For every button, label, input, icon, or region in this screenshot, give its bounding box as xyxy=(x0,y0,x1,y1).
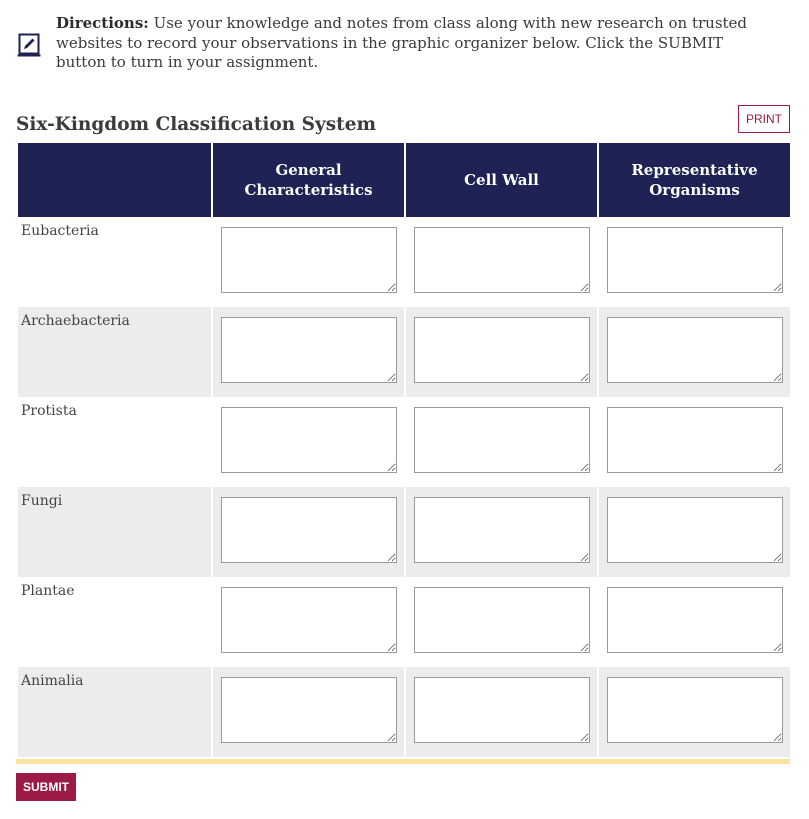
header-representative-organisms: Representative Organisms xyxy=(599,143,790,217)
protista-cell-wall-input[interactable] xyxy=(414,407,590,473)
fungi-cell-wall-input[interactable] xyxy=(414,497,590,563)
pencil-note-icon xyxy=(16,31,42,57)
archaebacteria-organisms-input[interactable] xyxy=(607,317,783,383)
row-protista xyxy=(18,397,790,487)
header-general-characteristics: General Characteristics xyxy=(213,143,404,217)
protista-organisms-input[interactable] xyxy=(607,407,783,473)
directions xyxy=(16,14,796,73)
fungi-characteristics-input[interactable] xyxy=(221,497,397,563)
directions-label: Directions: xyxy=(56,14,149,32)
kingdom-label: Protista xyxy=(21,403,77,419)
eubacteria-cell-wall-input[interactable] xyxy=(414,227,590,293)
archaebacteria-characteristics-input[interactable] xyxy=(221,317,397,383)
kingdom-label: Plantae xyxy=(21,583,75,599)
submit-button[interactable]: SUBMIT xyxy=(16,773,76,801)
plantae-characteristics-input[interactable] xyxy=(221,587,397,653)
row-eubacteria xyxy=(18,217,790,307)
organizer-table xyxy=(16,143,792,757)
print-button[interactable]: PRINT xyxy=(738,105,790,133)
kingdom-label: Archaebacteria xyxy=(18,307,211,397)
kingdom-label: Animalia xyxy=(18,667,211,757)
fungi-organisms-input[interactable] xyxy=(607,497,783,563)
divider xyxy=(16,759,790,764)
kingdom-label: Fungi xyxy=(18,487,211,577)
header-cell-wall: Cell Wall xyxy=(406,143,597,217)
kingdom-label: Eubacteria xyxy=(21,223,99,239)
row-archaebacteria xyxy=(18,307,790,397)
header-blank xyxy=(18,143,211,217)
eubacteria-organisms-input[interactable] xyxy=(607,227,783,293)
plantae-organisms-input[interactable] xyxy=(607,587,783,653)
plantae-cell-wall-input[interactable] xyxy=(414,587,590,653)
row-fungi xyxy=(18,487,790,577)
animalia-organisms-input[interactable] xyxy=(607,677,783,743)
page-title: Six-Kingdom Classification System xyxy=(16,114,377,135)
directions-body: Use your knowledge and notes from class along with new research on trusted websites to record your observations in the graphic organizer below. Click the SUBMIT button to turn in your assignment. xyxy=(56,14,748,71)
animalia-cell-wall-input[interactable] xyxy=(414,677,590,743)
row-animalia xyxy=(18,667,790,757)
animalia-characteristics-input[interactable] xyxy=(221,677,397,743)
protista-characteristics-input[interactable] xyxy=(221,407,397,473)
directions-text xyxy=(56,14,776,73)
eubacteria-characteristics-input[interactable] xyxy=(221,227,397,293)
archaebacteria-cell-wall-input[interactable] xyxy=(414,317,590,383)
row-plantae xyxy=(18,577,790,667)
header-row xyxy=(18,143,790,217)
